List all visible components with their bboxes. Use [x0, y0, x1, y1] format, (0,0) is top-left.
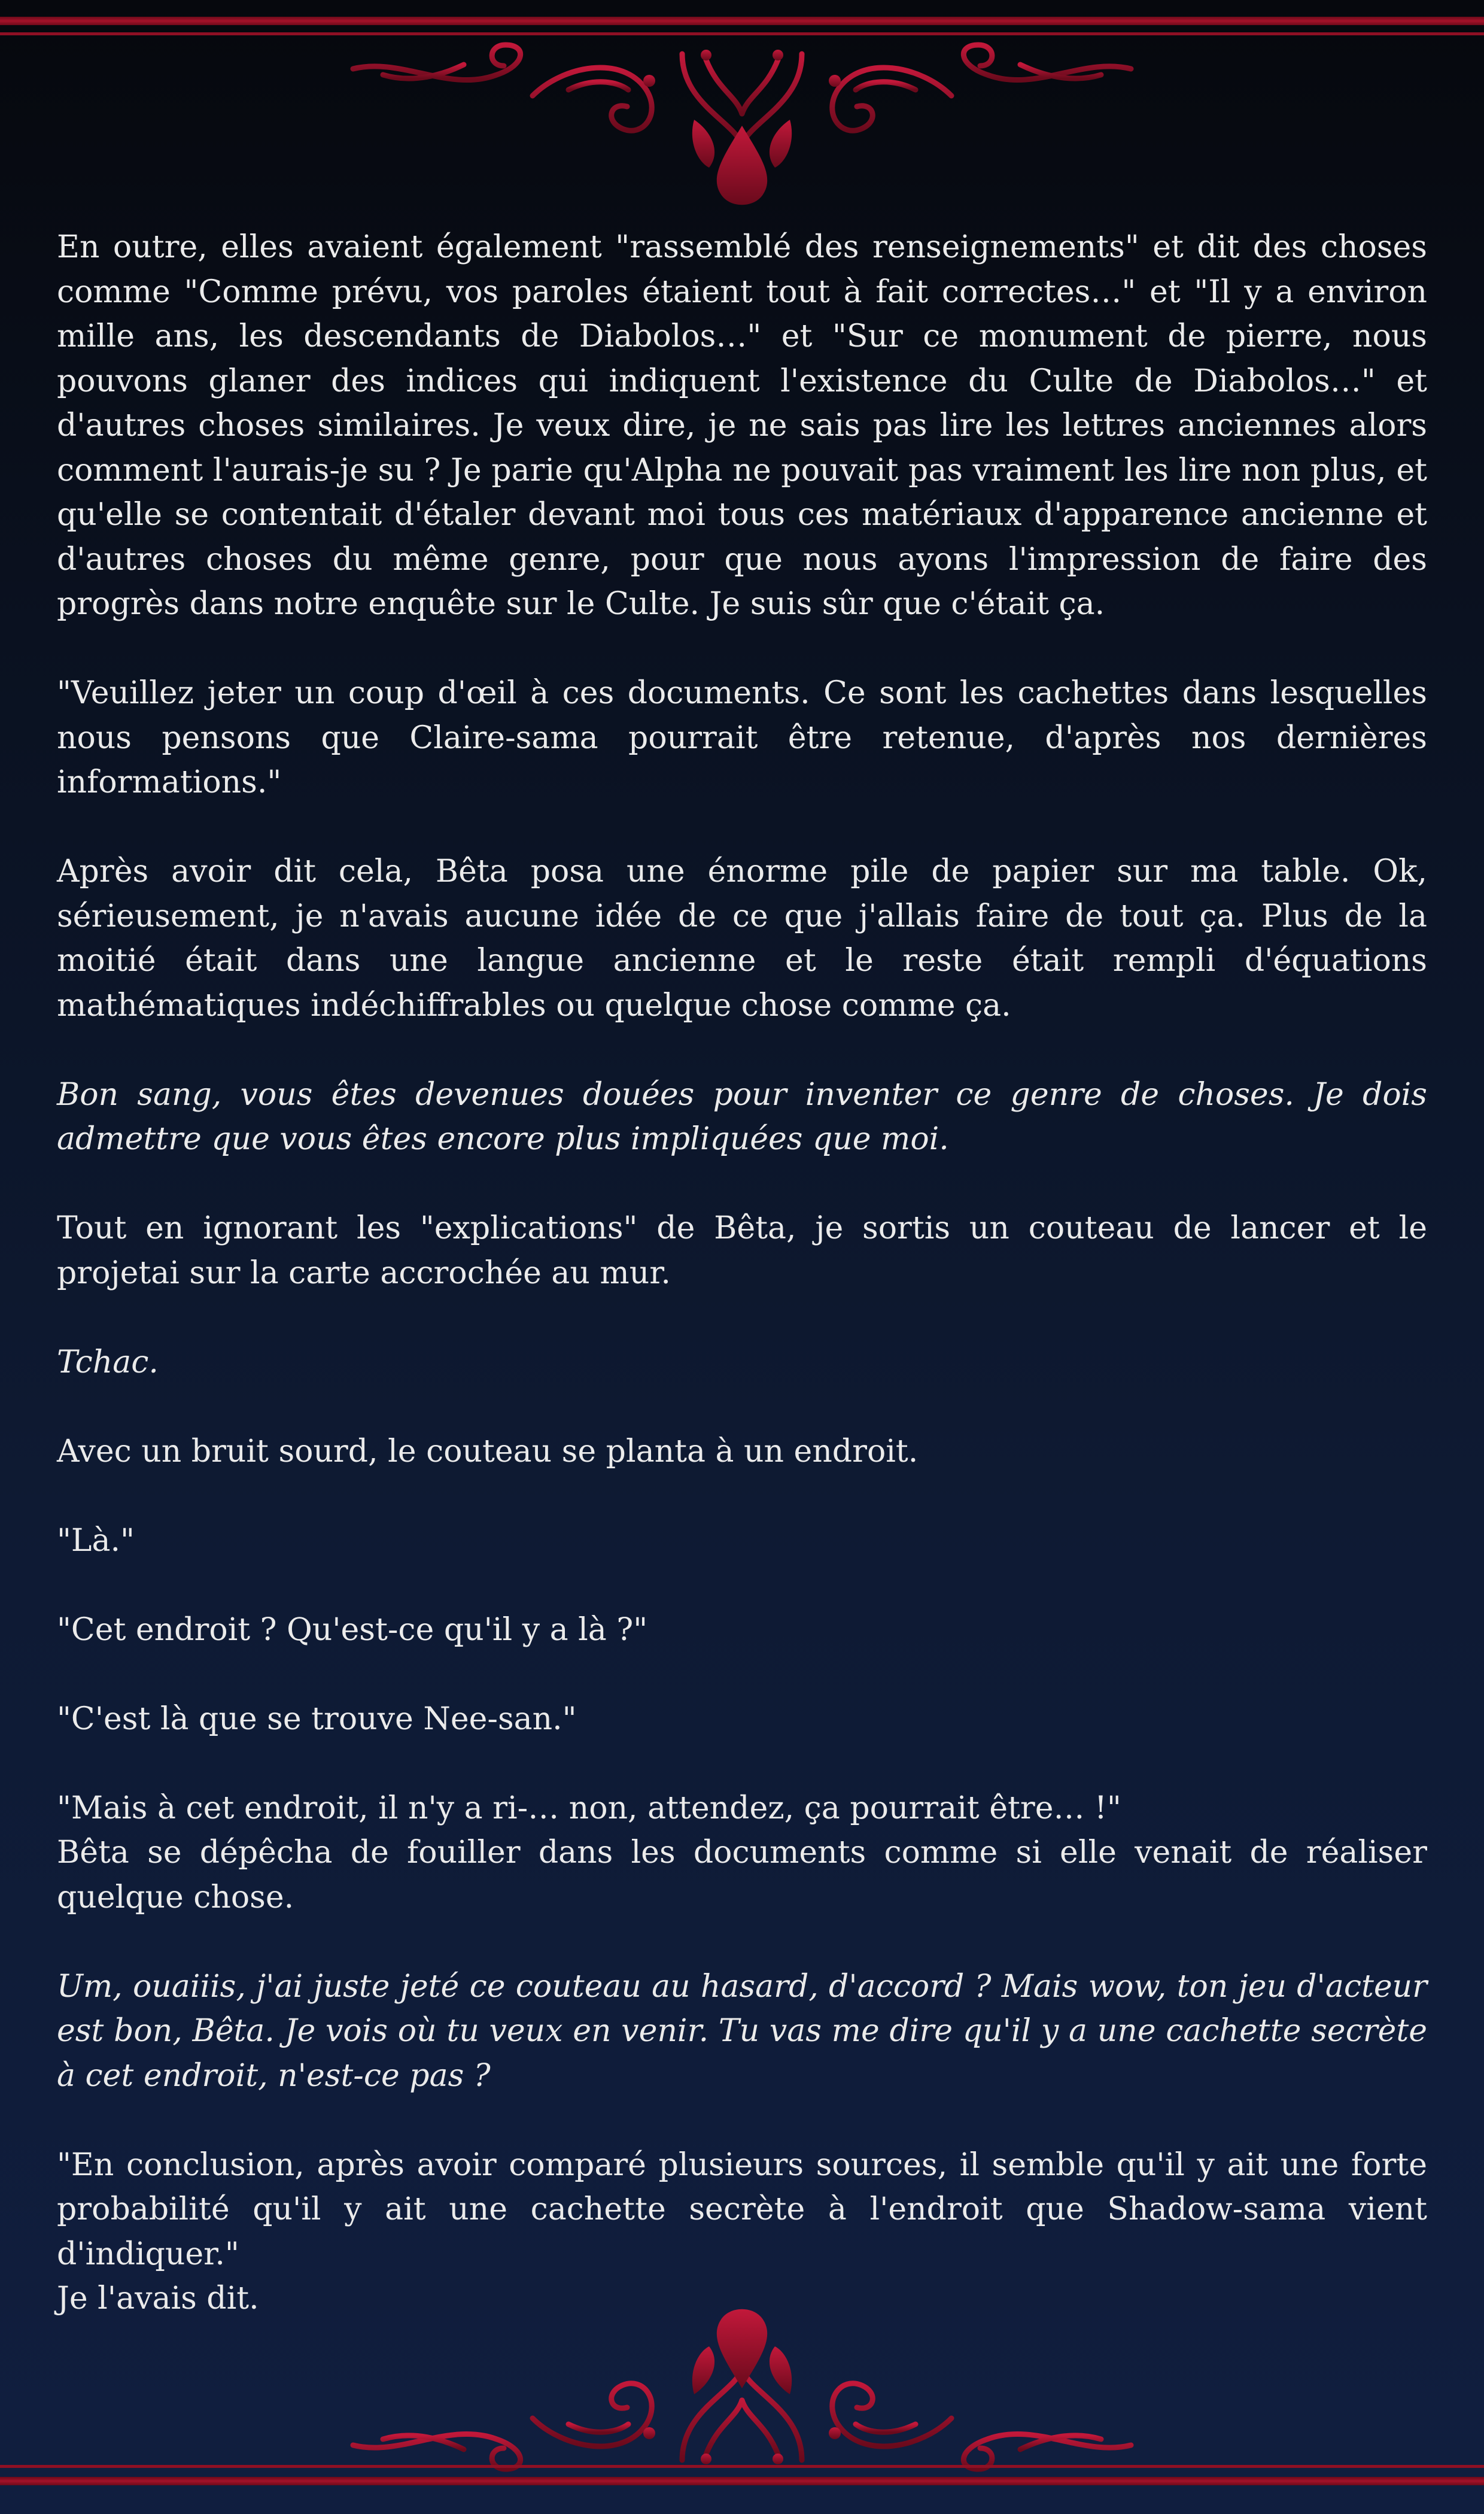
paragraph-1: En outre, elles avaient également "rassemblé des renseignements" et dit des choses comme "Comme prévu, vos paroles étaient tout à fait correctes…" et "Il y a environ mille ans, les descendants de Diabolos…" et "Sur ce monument de pierre, nous pouvons glaner des indices qui indiquent l'existence du Culte de Diabolos…" et d'autres choses similaires. Je veux dire, je ne sais pas lire les lettres anciennes alors comment l'aurais-je su ? Je parie qu'Alpha ne pouvait pas vraiment les lire non plus, et qu'elle se contentait d'étaler devant moi tous ces matériaux d'apparence ancienne et d'autres choses du même genre, pour que nous ayons l'impression de faire des progrès dans notre enquête sur le Culte. Je suis sûr que c'était ça. [57, 229, 1427, 622]
paragraph-13 [57, 2143, 1427, 2321]
bottom-border-line [0, 2477, 1484, 2485]
bottom-border [0, 2465, 1484, 2490]
paragraph-4-thought: Bon sang, vous êtes devenues douées pour inventer ce genre de choses. Je dois admettre que vous êtes encore plus impliquées que moi. [57, 1076, 1427, 1157]
chapter-text [57, 225, 1427, 2321]
paragraph-11 [57, 1786, 1427, 1920]
paragraph-3: Après avoir dit cela, Bêta posa une énorme pile de papier sur ma table. Ok, sérieusement, je n'avais aucune idée de ce que j'allais faire de tout ça. Plus de la moitié était dans une langue ancienne et le reste était rempli d'équations mathématiques indéchiffrables ou quelque chose comme ça. [57, 854, 1427, 1024]
paragraph-13-line-2: Je l'avais dit. [57, 2281, 259, 2316]
paragraph-5: Tout en ignorant les "explications" de Bêta, je sortis un couteau de lancer et le projetai sur la carte accrochée au mur. [57, 1210, 1427, 1291]
bottom-border-thin-line [0, 2465, 1484, 2468]
paragraph-8-dialogue: "Là." [57, 1522, 135, 1559]
top-ornament-icon [347, 18, 1137, 215]
paragraph-11-line-2: Bêta se dépêcha de fouiller dans les documents comme si elle venait de réaliser quelque chose. [57, 1835, 1427, 1915]
paragraph-2: "Veuillez jeter un coup d'œil à ces documents. Ce sont les cachettes dans lesquelles nous pensons que Claire-sama pourrait être retenue, d'après nos dernières informations." [57, 675, 1427, 800]
paragraph-12-thought: Um, ouaiiis, j'ai juste jeté ce couteau au hasard, d'accord ? Mais wow, ton jeu d'acteur est bon, Bêta. Je vois où tu veux en venir. Tu vas me dire qu'il y a une cachette secrète à cet endroit, n'est-ce pas ? [57, 1968, 1427, 2094]
paragraph-7: Avec un bruit sourd, le couteau se planta à un endroit. [57, 1433, 919, 1469]
paragraph-9-dialogue: "Cet endroit ? Qu'est-ce qu'il y a là ?" [57, 1611, 648, 1648]
paragraph-11-line-1: "Mais à cet endroit, il n'y a ri-… non, attendez, ça pourrait être… !" [57, 1790, 1121, 1826]
paragraph-13-line-1: "En conclusion, après avoir comparé plusieurs sources, il semble qu'il y ait une forte probabilité qu'il y ait une cachette secrète à l'endroit que Shadow-sama vient d'indiquer." [57, 2146, 1427, 2272]
paragraph-10-dialogue: "C'est là que se trouve Nee-san." [57, 1701, 577, 1737]
paragraph-6-sound: Tchac. [57, 1344, 159, 1380]
